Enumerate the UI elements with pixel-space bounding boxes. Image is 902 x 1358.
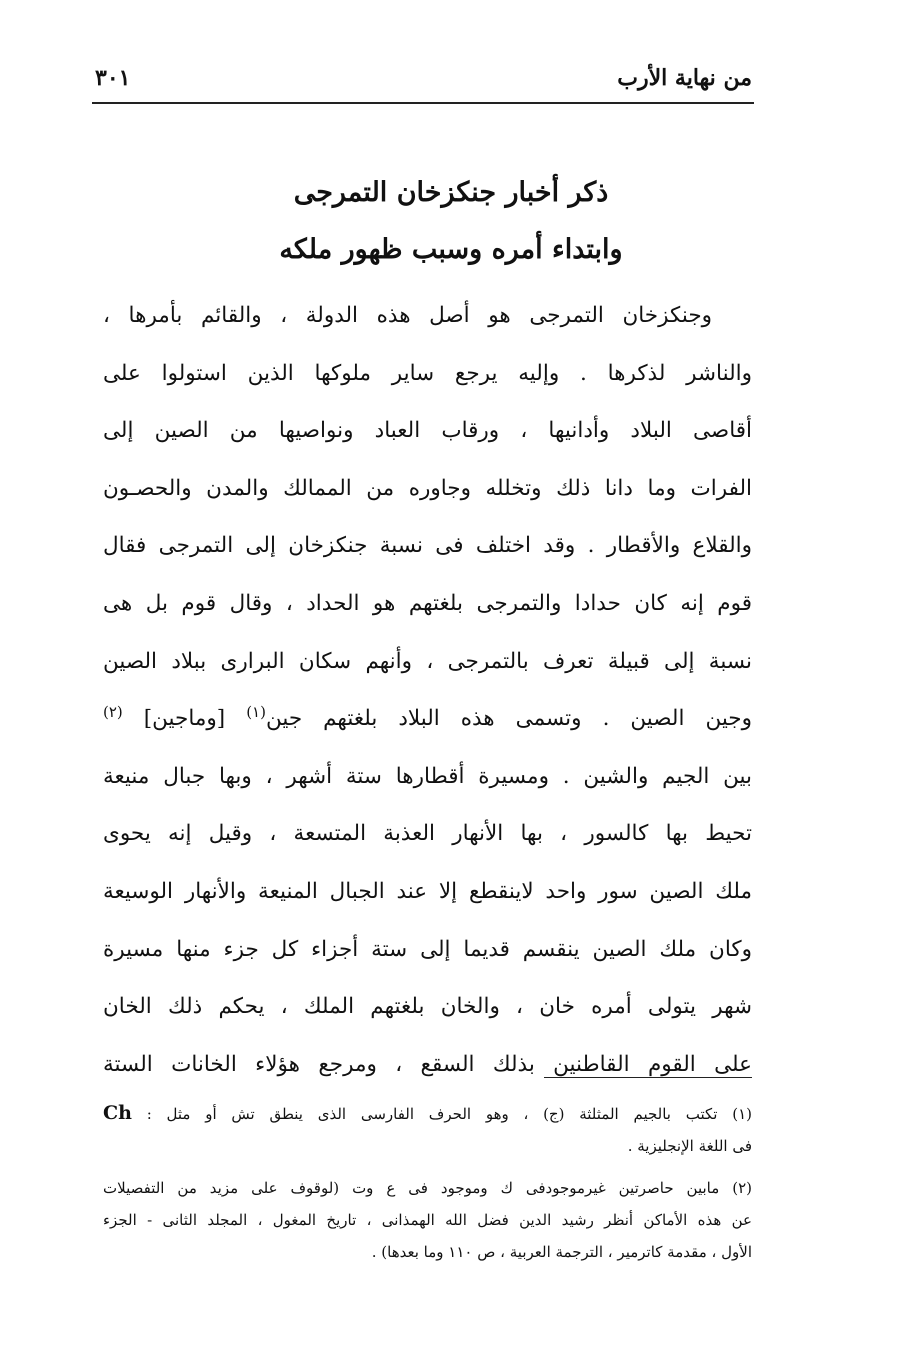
footnote-1-line-1 <box>103 1097 752 1130</box>
running-title: من نهاية الأرب <box>617 65 752 91</box>
chapter-title-line-1: ذكر أخبار جنكزخان التمرجى <box>293 177 609 208</box>
body-line: قوم إنه كان حدادا والتمرجى بلغتهم هو الحداد ، وقال قوم بل هى <box>103 590 752 616</box>
body-line-text-b: [وماجين] <box>143 706 226 732</box>
footnote-ref-1: (١) <box>246 703 266 721</box>
footnote-1-line-2: فى اللغة الإنجليزية . <box>627 1137 752 1155</box>
chapter-title-line-2: وابتداء أمره وسبب ظهور ملكه <box>279 234 623 265</box>
body-line: أقاصى البلاد وأدانيها ، ورقاب العباد ونواصيها من الصين إلى <box>103 418 752 444</box>
header-rule <box>92 102 754 104</box>
footnote-2-line-3: الأول ، مقدمة كاترمير ، الترجمة العربية ، ص ١١٠ وما بعدها) . <box>371 1243 752 1261</box>
body-line: وكان ملك الصين ينقسم قديما إلى ستة أجزاء كل جزء منها مسيرة <box>103 936 752 962</box>
body-line: والقلاع والأقطار . وقد اختلف فى نسبة جنكزخان إلى التمرجى فقال <box>103 533 752 559</box>
running-header <box>95 58 752 98</box>
footnote-1-latin: Ch <box>103 1102 132 1124</box>
body-line: والناشر لذكرها . وإليه يرجع ساير ملوكها الذين استولوا على <box>103 360 752 386</box>
body-line: شهر يتولى أمره خان ، والخان بلغتهم الملك ، يحكم ذلك الخان <box>103 994 752 1020</box>
body-line: تحيط بها كالسور ، بها الأنهار العذبة المتسعة ، وقيل إنه يحوى <box>103 821 752 847</box>
footnote-rule <box>544 1077 752 1078</box>
footnotes <box>103 1097 752 1268</box>
footnote-2-line-2: عن هذه الأماكن أنظر رشيد الدين فضل الله الهمذانى ، تاريخ المغول ، المجلد الثانى - الجزء <box>103 1211 752 1229</box>
body-line: الفرات وما دانا ذلك وتخلله وجاوره من الممالك والمدن والحصـون <box>103 475 752 501</box>
body-line-text-a: وجين الصين . وتسمى هذه البلاد بلغتهم جين <box>265 706 752 732</box>
body-line: نسبة إلى قبيلة تعرف بالتمرجى ، وأنهم سكان البرارى ببلاد الصين <box>103 648 752 674</box>
body-text <box>103 287 752 1093</box>
body-line: وجنكزخان التمرجى هو أصل هذه الدولة ، والقائم بأمرها ، <box>103 303 712 328</box>
body-line-with-footnote-refs <box>103 690 752 748</box>
page-number: ٣٠١ <box>95 65 131 91</box>
body-line: على القوم القاطنين بذلك السقع ، ومرجع هؤلاء الخانات الستة <box>103 1051 752 1077</box>
footnote-2-line-1: (٢) مابين حاصرتين غيرموجودفى ك وموجود فى ع وت (لوقوف على مزيد من التفصيلات <box>103 1179 752 1197</box>
footnote-ref-2: (٢) <box>103 703 123 721</box>
footnote-1-text: (١) تكتب بالجيم المثلثة (ج) ، وهو الحرف الفارسى الذى ينطق تش أو مثل : <box>146 1105 752 1123</box>
body-line: ملك الصين سور واحد لاينقطع إلا عند الجبال المنيعة والأنهار الوسيعة <box>103 878 752 904</box>
body-line: بين الجيم والشين . ومسيرة أقطارها ستة أشهر ، وبها جبال منيعة <box>103 763 752 789</box>
chapter-title <box>150 164 752 278</box>
